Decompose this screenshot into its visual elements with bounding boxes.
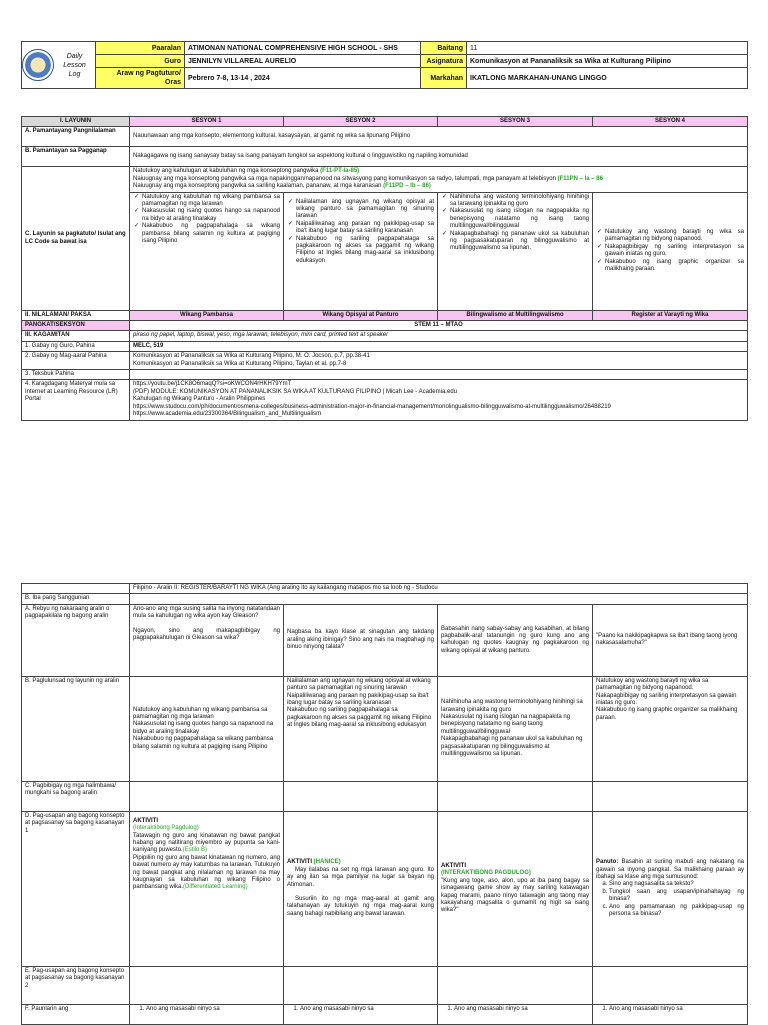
kagamitan-value: piraso ng papel, laptop, biswal, yeso, mga larawan, telebisyon, mini card, printed text at speaker	[130, 331, 748, 341]
karagdagan-label: 4. Karagdagang Materyal mula sa Internet at Learning Resource (LR) Portal	[22, 380, 130, 420]
lc-codes: Natutukoy ang kahulugan at kabuluhan ng mga konseptong pangwika (F11-PT-Ia-85) Naiuugnay ang mga konseptong pangwika sa mga napakinggan/napanood na sitwasyong pang komunikasyon sa radyo, talumpati, mga panayam at telebisyon (F11PN – Ia – 86 Naiuugnay ang mga konseptong pangwika sa sariling kaalaman, pananaw, at mga karanasan (F11PD – Ib – 86)	[130, 167, 748, 192]
paunlarin-label: F. Paunlarin ang	[22, 1004, 130, 1024]
lesson-table-2	[21, 583, 748, 1025]
paunlarin-sesyon-3: 1. Ano ang masasabi ninyo sa	[438, 1004, 593, 1024]
paunlarin-sesyon-2: 1. Ano ang masasabi ninyo sa	[284, 1004, 438, 1024]
araw-value: Pebrero 7-8, 13-14 , 2024	[185, 68, 421, 89]
paglulunsad-sesyon-1: Natutukoy ang kabuluhan ng wikang pambansa sa pamamagitan ng mga larawan Nakasusulat ng isang quotes hango sa napanood na bidyo at araling tinalakay Nakabubuo ng pagpapahalaga sa wikang pambansa bilang salamin ng kultura at pagiging isang Pilipino	[130, 676, 284, 781]
pangkat-label: PANGKAT/SEKSYON	[22, 321, 130, 331]
pamantayang-pangnilalaman-text: Nauunawaan ang mga konsepto, elementong kultural, kasaysayan, at gamit ng wika sa lipunang Pilipino	[130, 127, 748, 147]
sesyon-1-objectives: ✓ Natutukoy ang kabuluhan ng wikang pambansa sa pamamagitan ng mga larawan ✓ Nakasusulat ng isang quotes hango sa napanood na bidyo at araling tinalakay ✓ Nakabubuo ng pagpapahalaga sa wikang pambansa bilang salamin ng kultura at pagiging isang Pilipino	[130, 192, 284, 310]
layunin-pagkatuto-label: C. Layunin sa pagkatuto/ Isulat ang LC Code sa bawat isa	[22, 167, 130, 310]
sesyon-1-header: SESYON 1	[130, 117, 284, 127]
markahan-value: IKATLONG MARKAHAN-UNANG LINGGO	[467, 68, 748, 89]
asignatura-label: Asignatura	[421, 55, 467, 68]
studocu-reference: Filipino - Aralin II: REGISTER/BARAYTI NG WIKA (Ang araling ito ay kailangang matapos mo sa loob ng - Studocu	[130, 584, 748, 594]
paglulunsad-sesyon-4: Natutukoy ang wastong barayti ng wika sa pamamagitan ng bidyong napanood. Nakapagbibigay ng sariling interpretasyon sa gawain iniatas ng guro. Nakabubuo ng isang graphic organizer sa malikhaing paraan.	[593, 676, 748, 781]
aktiviti-sesyon-1: AKTIVITI (Interaktibong Pagdulog) Tatawagin ng guro ang kinatawan ng bawat pangkat habang ang natitirang miyembro ay pupunta sa kani-kaniyang puwesto.(Estilo B) Pipipiliin ng guro ang bawat kinatawan ng numero, ang bawat numero ay may katumbas na larawan. Tutukuyin ng bawat pangkat ang nilalaman ng larawan na may kaugnayan sa kabuluhan ng wikang Filipino o pambansang wika.(Differentiated Learning)	[130, 811, 284, 966]
paaralan-value: ATIMONAN NATIONAL COMPREHENSIVE HIGH SCHOOL - SHS	[185, 42, 421, 55]
bagong-konsepto-1-label: D. Pag-usapan ang bagong konsepto at pagsasanay sa bagong kasanayan 1	[22, 811, 130, 966]
bagong-konsepto-2-label: E. Pag-usapan ang bagong konsepto at pagsasanay sa bagong kasanayan 2	[22, 966, 130, 1004]
aktiviti-sesyon-2: AKTIVITI (HANICE) May ilalabas na set ng mga larawan ang guro. Ito ay ang ilan sa mga pamilyar na lugar sa bayan ng Atimonan. Susuriin ito ng mga mag-aaral at gamit ang talahanayan ay tutukuyin ng mga mag-aaral kung saang bahagi nabibilang ang bawat larawan.	[284, 811, 438, 966]
sesyon-4-objectives: ✓ Natutukoy ang wastong barayti ng wika sa pamamagitan ng bidyong napanood. ✓ Nakapagbibigay ng sariling interpretasyon sa gawain iniatas ng guro. ✓ Nakabubuo ng isang graphic organizer sa malikhaing paraan.	[593, 192, 748, 310]
paglulunsad-label: B. Paglulunsad ng layunin ng aralin	[22, 676, 130, 781]
aktiviti-sesyon-3: AKTIVITI (INTERAKTIBONG PAGDULOG) "Kung ang toge, aso, alon, upo at iba pang bagay sa isinagawang game show ay may sariling katawagan kapag marami, paano ninyo tatawagin ang taong may kakayahang magsalita o gumamit ng higit sa isang wika?"	[438, 811, 593, 966]
empty-cell	[130, 966, 284, 1004]
sesyon-4-header: SESYON 4	[593, 117, 748, 127]
paksa-3: Bilingwalismo at Multilingwalismo	[438, 310, 593, 320]
gabay-guro-label: 1. Gabay ng Guro, Pahina	[22, 341, 130, 351]
asignatura-value: Komunikasyon at Pananaliksik sa Wika at Kulturang Pilipino	[467, 55, 748, 68]
guro-value: JENNILYN VILLAREAL AURELIO	[185, 55, 421, 68]
guro-label: Guro	[96, 55, 185, 68]
paaralan-label: Paaralan	[96, 42, 185, 55]
pamantayan-pagganap-text: Nakagagawa ng isang sanaysay batay sa isang panayam tungkol sa aspektong kultural o lingguwistiko ng napiling komunidad	[130, 147, 748, 167]
deped-seal-icon	[22, 49, 54, 81]
sesyon-3-objectives: ✓ Nahihinuha ang wastong terminolohiyang hinihingi sa larawang ipinakita ng guro ✓ Nakasusulat ng isang islogan na nagpapakita ng benepisyong natatamo ng isang taong multilingguwal/bilingguwal ✓ Nakapagbabahagi ng pananaw ukol sa kabuluhan ng pagsasakatuparan ng bilingguwalismo at multilingguwalismo sa lipunan.	[438, 192, 593, 310]
markahan-label: Markahan	[421, 68, 467, 89]
paksa-4: Register at Varayti ng Wika	[593, 310, 748, 320]
sesyon-2-objectives: ✓ Naiilalaman ang ugnayan ng wikang opisyal at wikang panturo sa pamamagitan ng sinuring larawan ✓ Naipaliliwanag ang paraan ng pakikipag-usap sa iba't ibang lugar batay sa sariling karanasan ✓ Nakabubuo ng sariling pagpapahalaga sa pagkakaroon ng akses sa paggamit ng wikang Filipino at Ingles bilang mag-aaral sa inklusibong edukasyon	[284, 192, 438, 310]
paglulunsad-sesyon-2: Naiilalaman ang ugnayan ng wikang opisyal at wikang panturo sa pamamagitan ng sinuring larawan Naipaliliwanag ang paraan ng pakikipag-usap sa iba't ibang lugar batay sa sariling karanasan Nakabubuo ng sariling pagpapahalaga sa pagkakaroon ng akses sa paggamit ng wikang Filipino at Ingles bilang mag-aaral sa inklusibong edukasyon	[284, 676, 438, 781]
empty-cell	[438, 966, 593, 1004]
gabay-mag-aaral-value: Komunikasyon at Pananaliksik sa Wika at Kulturang Pilipino, M. O. Jocson, p.7, pp.38-41 Komunikasyon at Pananaliksik sa Wika at Kulturang Pilipino, Taylan et al. pp.7-8	[130, 352, 748, 370]
deped-logo-cell	[22, 42, 96, 89]
paunlarin-sesyon-4: 1. Ano ang masasabi ninyo sa	[593, 1004, 748, 1024]
rebyu-label: A. Rebyu ng nakaraang aralin o pagpapakilala ng bagong aralin	[22, 604, 130, 676]
link[interactable]: Kahulugan ng Wikang Panturo - Aralin Philippines	[133, 396, 266, 403]
teksbuk-label: 3. Teksbuk Pahina	[22, 370, 130, 380]
layunin-header: I. LAYUNIN	[22, 117, 130, 127]
rebyu-sesyon-4: "Paano ka nakikipagkapwa sa iba't ibang taong iyong nakasasalamuha?"	[593, 604, 748, 676]
gabay-mag-aaral-label: 2. Gabay ng Mag-aaral Pahina	[22, 352, 130, 370]
karagdagan-value	[130, 380, 748, 420]
empty-cell	[284, 966, 438, 1004]
baitang-value: 11	[467, 42, 748, 55]
paksa-1: Wikang Pambansa	[130, 310, 284, 320]
paglulunsad-sesyon-3: Nahihinuha ang wastong terminolohiyang hinihingi sa larawang ipinakita ng guro Nakasusulat ng isang islogan na nagpapakita ng benepisyong natatamo ng isang taong multilingguwal/bilingguwal Nakapagbabahagi ng pananaw ukol sa kabuluhan ng pagsasakatuparan ng bilingguwalismo at multilingguwalismo sa lipunan.	[438, 676, 593, 781]
empty-cell	[438, 781, 593, 811]
empty-cell	[130, 781, 284, 811]
pangkat-value: STEM 11 – MTAO	[130, 321, 748, 331]
iba-pang-sanggunian-label: B. Iba pang Sanggunian	[22, 594, 130, 604]
link[interactable]: (PDF) MODULE: KOMUNIKASYON AT PANANALIKSIK SA WIKA AT KULTURANG FILIPINO | Micah Lee - Academia.edu	[133, 388, 457, 395]
blank-cell	[22, 584, 130, 594]
link[interactable]: https://www.academia.edu/23300364/Bilingualism_and_Multilingualism	[133, 411, 322, 418]
baitang-label: Baitang	[421, 42, 467, 55]
lesson-table-1	[21, 116, 748, 421]
rebyu-sesyon-2: Nagbasa ba kayo klase at sinagutan ang takdang araling aking ibinigay? Sino ang nais na magbahagi ng binuo ninyong talata?	[284, 604, 438, 676]
empty-cell	[284, 781, 438, 811]
iba-pang-sanggunian-value	[130, 594, 748, 604]
sesyon-2-header: SESYON 2	[284, 117, 438, 127]
empty-cell	[593, 966, 748, 1004]
pamantayan-pagganap-label: B. Pamantayan sa Pagganap	[22, 147, 130, 167]
empty-cell	[593, 781, 748, 811]
rebyu-sesyon-3: Babasahin nang sabay-sabay ang kasabihan, at bilang pagbabalik-aral tatanungin ng guro kung ano ang kahulugan ng quotes kaugnay ng pagkakaroon ng wikang opisyal at wikang panturo.	[438, 604, 593, 676]
kagamitan-label: III. KAGAMITAN	[22, 331, 130, 341]
pamantayang-pangnilalaman-label: A. Pamantayang Pangnilalaman	[22, 127, 130, 147]
link[interactable]: https://www.studocu.com/ph/document/osmena-colleges/business-administration-major-in-financial-management/monolingualismo-bilingguwalismo-at-multilingguwalismo/26488219	[133, 403, 611, 410]
aktiviti-sesyon-4: Panuto: Basahin at suriing mabuti ang nakatang na gawain sa inyong pangkat. Sa malikhaing paraan ay ibahagi sa klase ang mga sumusunod: a. Sino ang nagsasalita sa teksto? b. Tungkol saan ang usapan/ipinahahayag ng binasa? c. Ano ang pamamaraan ng pakikipag-usap ng persona sa binasa?	[593, 811, 748, 966]
gabay-guro-value: MELC, 519	[130, 341, 748, 351]
sesyon-3-header: SESYON 3	[438, 117, 593, 127]
paksa-2: Wikang Opisyal at Panturo	[284, 310, 438, 320]
rebyu-sesyon-1: Ano-ano ang mga susing salita na inyong natatandaan mula sa kahulugan ng wika ayon kay Gleason? Ngayon, sino ang makapagbibigay ng pagpapakahulugan ni Gleason sa wika?	[130, 604, 284, 676]
header-table	[21, 41, 748, 89]
teksbuk-value	[130, 370, 748, 380]
nilalaman-label: II. NILALAMAN/ PAKSA	[22, 310, 130, 320]
link[interactable]: https://youtu.be/j1CK8O6maqQ?si=oKWCON4rHKH79YmT	[133, 381, 292, 388]
pagbibigay-halimbawa-label: C. Pagbibigay ng mga halimbawa/ mungkahi sa bagong aralin	[22, 781, 130, 811]
araw-label: Araw ng Pagtuturo/ Oras	[96, 68, 185, 89]
dll-label: Daily Lesson Log	[63, 52, 86, 78]
paunlarin-sesyon-1: 1. Ano ang masasabi ninyo sa	[130, 1004, 284, 1024]
